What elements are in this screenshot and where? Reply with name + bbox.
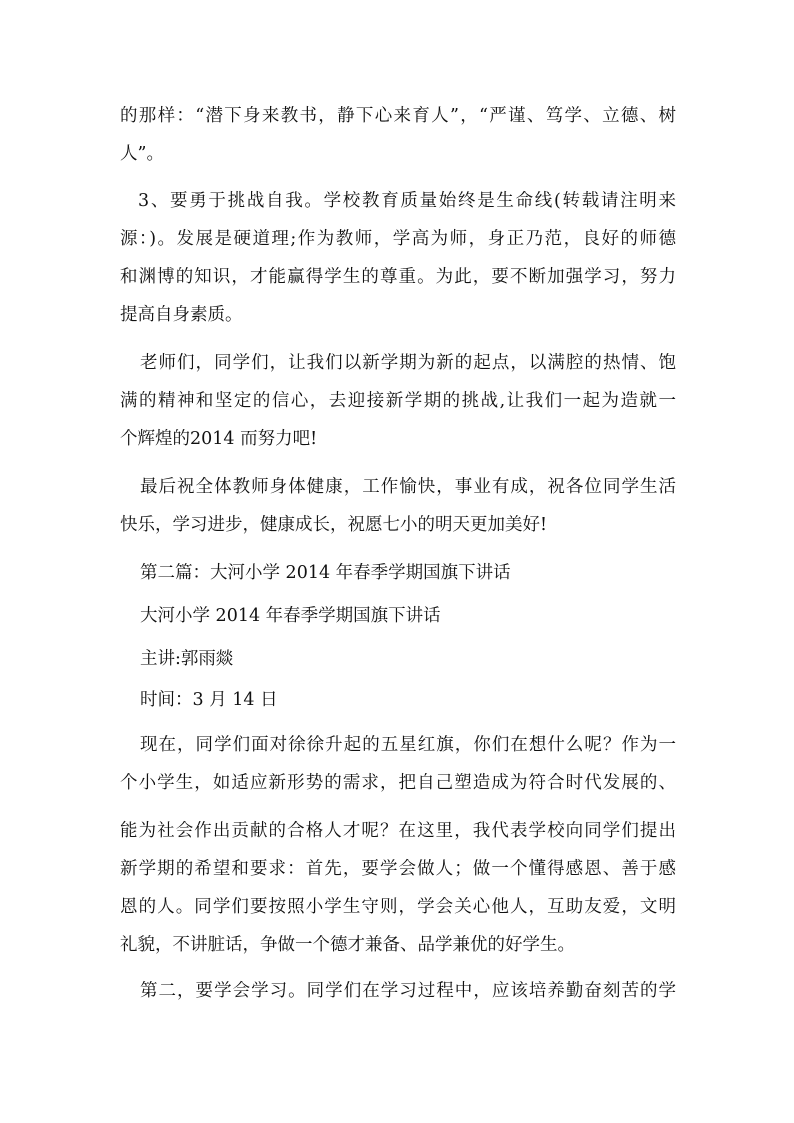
paragraph-line: 提高自身素质。 <box>120 305 243 325</box>
speech-title: 大河小学 2014 年春季学期国旗下讲话 <box>140 606 441 626</box>
paragraph-line: 新学期的希望和要求：首先，要学会做人；做一个懂得感恩、善于感 <box>120 859 676 879</box>
paragraph-line: 源：)。发展是硬道理;作为教师，学高为师，身正乃范，良好的师德 <box>120 229 676 249</box>
paragraph-line: 个小学生，如适应新形势的需求，把自己塑造成为符合时代发展的、 <box>120 773 676 793</box>
paragraph-line: 礼貌，不讲脏话，争做一个德才兼备、品学兼优的好学生。 <box>120 935 575 955</box>
paragraph-line: 个辉煌的2014 而努力吧! <box>120 429 318 449</box>
paragraph-line: 满的精神和坚定的信心，去迎接新学期的挑战,让我们一起为造就一 <box>120 391 676 411</box>
date-line: 时间：3 月 14 日 <box>140 690 278 710</box>
section-heading: 第二篇：大河小学 2014 年春季学期国旗下讲话 <box>140 563 511 583</box>
paragraph-line: 现在，同学们面对徐徐升起的五星红旗，你们在想什么呢？作为一 <box>140 735 676 755</box>
paragraph-line: 快乐，学习进步，健康成长，祝愿七小的明天更加美好! <box>120 515 548 535</box>
speaker-line: 主讲:郭雨燚 <box>140 649 234 669</box>
paragraph-line: 老师们，同学们，让我们以新学期为新的起点，以满腔的热情、饱 <box>140 353 676 373</box>
paragraph-line: 恩的人。同学们要按照小学生守则，学会关心他人，互助友爱，文明 <box>120 897 676 917</box>
paragraph-line: 最后祝全体教师身体健康，工作愉快，事业有成，祝各位同学生活 <box>140 477 676 497</box>
paragraph-line: 和渊博的知识，才能赢得学生的尊重。为此，要不断加强学习，努力 <box>120 267 676 287</box>
paragraph-line: 人”。 <box>120 144 164 164</box>
paragraph-line: 3、要勇于挑战自我。学校教育质量始终是生命线(转载请注明来 <box>138 191 676 211</box>
paragraph-line: 的那样：“潜下身来教书，静下心来育人”，“严谨、笃学、立德、树 <box>120 106 676 126</box>
paragraph-line: 第二，要学会学习。同学们在学习过程中，应该培养勤奋刻苦的学 <box>140 981 676 1001</box>
paragraph-line: 能为社会作出贡献的合格人才呢？在这里，我代表学校向同学们提出 <box>120 821 676 841</box>
